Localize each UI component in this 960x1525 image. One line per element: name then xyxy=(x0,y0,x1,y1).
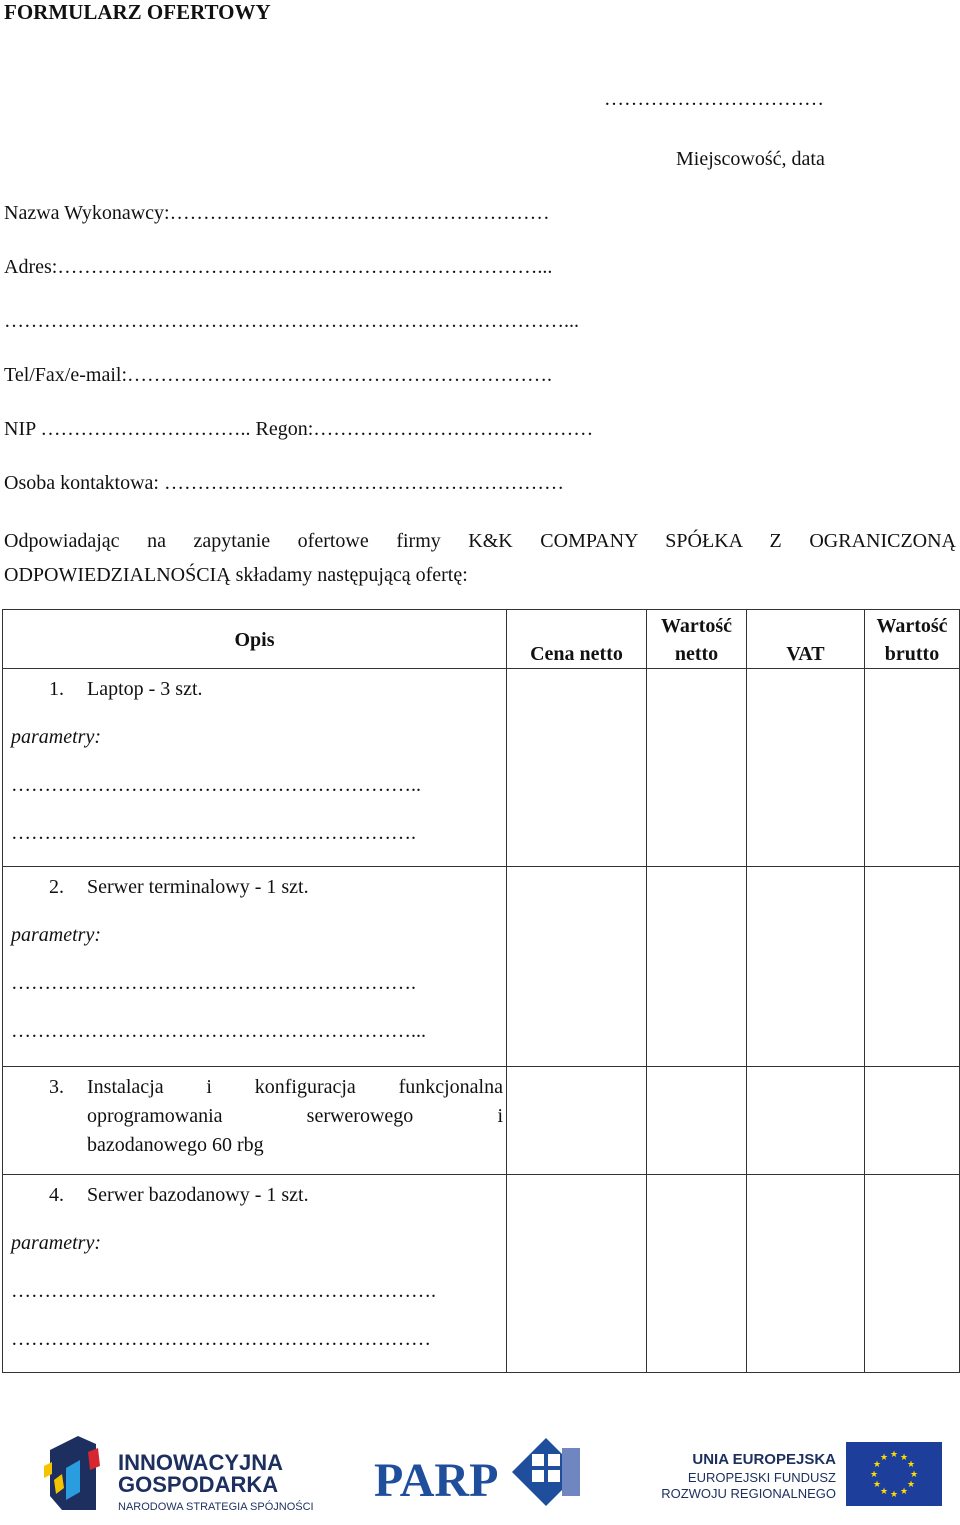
wartosc-brutto-cell[interactable] xyxy=(865,1175,960,1373)
form-title: FORMULARZ OFERTOWY xyxy=(4,0,271,24)
offer-table xyxy=(2,609,960,1373)
svg-text:★: ★ xyxy=(890,1450,899,1460)
header-vat: VAT xyxy=(747,610,865,669)
svg-text:★: ★ xyxy=(907,1460,916,1470)
address-field-line-2[interactable]: …………………………………………………………………………... xyxy=(4,310,579,332)
svg-text:★: ★ xyxy=(907,1480,916,1490)
header-wartosc-brutto: Wartość brutto xyxy=(865,610,960,669)
item-parameters-label: parametry: xyxy=(11,1232,101,1254)
wartosc-brutto-cell[interactable] xyxy=(865,669,960,867)
wartosc-netto-cell[interactable] xyxy=(647,1067,747,1175)
item-parameters-field[interactable]: ……………………………………………………. xyxy=(11,972,416,994)
item-parameters-field[interactable]: ………………………………………………………. xyxy=(11,1280,436,1302)
contact-person-field[interactable]: Osoba kontaktowa: …………………………………………………… xyxy=(4,472,564,494)
item-parameters-label: parametry: xyxy=(11,726,101,748)
table-row xyxy=(3,669,960,867)
cena-netto-cell[interactable] xyxy=(507,669,647,867)
wartosc-brutto-cell[interactable] xyxy=(865,1067,960,1175)
nip-regon-field[interactable]: NIP ………………………….. Regon:…………………………………… xyxy=(4,418,594,440)
vat-cell[interactable] xyxy=(747,867,865,1067)
svg-text:GOSPODARKA: GOSPODARKA xyxy=(118,1472,279,1497)
table-row xyxy=(3,1175,960,1373)
item-parameters-field[interactable]: ……………………………………………………… xyxy=(11,1328,431,1350)
funding-logos xyxy=(0,1430,960,1520)
svg-text:★: ★ xyxy=(910,1470,919,1480)
svg-text:★: ★ xyxy=(880,1453,889,1463)
svg-text:★: ★ xyxy=(873,1480,882,1490)
svg-text:NARODOWA STRATEGIA SPÓJNOŚCI: NARODOWA STRATEGIA SPÓJNOŚCI xyxy=(118,1501,314,1513)
svg-text:★: ★ xyxy=(880,1487,889,1497)
svg-text:UNIA EUROPEJSKA: UNIA EUROPEJSKA xyxy=(692,1451,836,1468)
vat-cell[interactable] xyxy=(747,669,865,867)
svg-text:★: ★ xyxy=(870,1470,879,1480)
vat-cell[interactable] xyxy=(747,1067,865,1175)
item-parameters-field[interactable]: ……………………………………………………... xyxy=(11,1020,426,1042)
header-opis: Opis xyxy=(3,610,507,669)
svg-text:★: ★ xyxy=(873,1460,882,1470)
table-row xyxy=(3,1067,960,1175)
svg-text:★: ★ xyxy=(900,1453,909,1463)
intro-paragraph: Odpowiadając na zapytanie ofertowe firmy K&K COMPANY SPÓŁKA Z OGRANICZONĄ ODPOWIEDZIALNOŚCIĄ składamy następującą ofertę: xyxy=(4,530,956,586)
contact-field[interactable]: Tel/Fax/e-mail:………………………………………………………. xyxy=(4,364,553,386)
item-parameters-label: parametry: xyxy=(11,924,101,946)
svg-text:EUROPEJSKI FUNDUSZ: EUROPEJSKI FUNDUSZ xyxy=(687,1470,836,1485)
header-wartosc-netto: Wartość netto xyxy=(647,610,747,669)
item-parameters-field[interactable]: …………………………………………………….. xyxy=(11,774,421,796)
item-title: 3. Instalacja i konfiguracja funkcjonalna oprogramowania serwerowego i bazodanowego 60 rbg xyxy=(49,1076,503,1156)
svg-text:INNOWACYJNA: INNOWACYJNA xyxy=(118,1450,284,1475)
place-date-label: Miejscowość, data xyxy=(676,148,825,170)
wartosc-netto-cell[interactable] xyxy=(647,867,747,1067)
item-title: 1. Laptop - 3 szt. xyxy=(49,678,203,700)
svg-text:PARP: PARP xyxy=(374,1454,499,1507)
funding-logos-svg xyxy=(0,1430,960,1520)
header-cena-netto: Cena netto xyxy=(507,610,647,669)
item-title: 2. Serwer terminalowy - 1 szt. xyxy=(49,876,309,898)
cena-netto-cell[interactable] xyxy=(507,1175,647,1373)
parp-logo xyxy=(374,1438,580,1507)
innowacyjna-gospodarka-logo xyxy=(44,1436,314,1513)
svg-text:★: ★ xyxy=(890,1490,899,1500)
vat-cell[interactable] xyxy=(747,1175,865,1373)
item-title: 4. Serwer bazodanowy - 1 szt. xyxy=(49,1184,309,1206)
cena-netto-cell[interactable] xyxy=(507,1067,647,1175)
address-field[interactable]: Adres:………………………………………………………………... xyxy=(4,256,553,278)
contractor-name-field[interactable]: Nazwa Wykonawcy:………………………………………………… xyxy=(4,202,550,224)
item-parameters-field[interactable]: ……………………………………………………. xyxy=(11,822,416,844)
svg-text:ROZWOJU REGIONALNEGO: ROZWOJU REGIONALNEGO xyxy=(661,1486,836,1501)
wartosc-netto-cell[interactable] xyxy=(647,669,747,867)
eu-logo xyxy=(661,1442,942,1506)
cena-netto-cell[interactable] xyxy=(507,867,647,1067)
svg-text:★: ★ xyxy=(900,1487,909,1497)
table-row xyxy=(3,867,960,1067)
wartosc-netto-cell[interactable] xyxy=(647,1175,747,1373)
wartosc-brutto-cell[interactable] xyxy=(865,867,960,1067)
place-date-field[interactable]: …………………………… xyxy=(604,88,824,110)
